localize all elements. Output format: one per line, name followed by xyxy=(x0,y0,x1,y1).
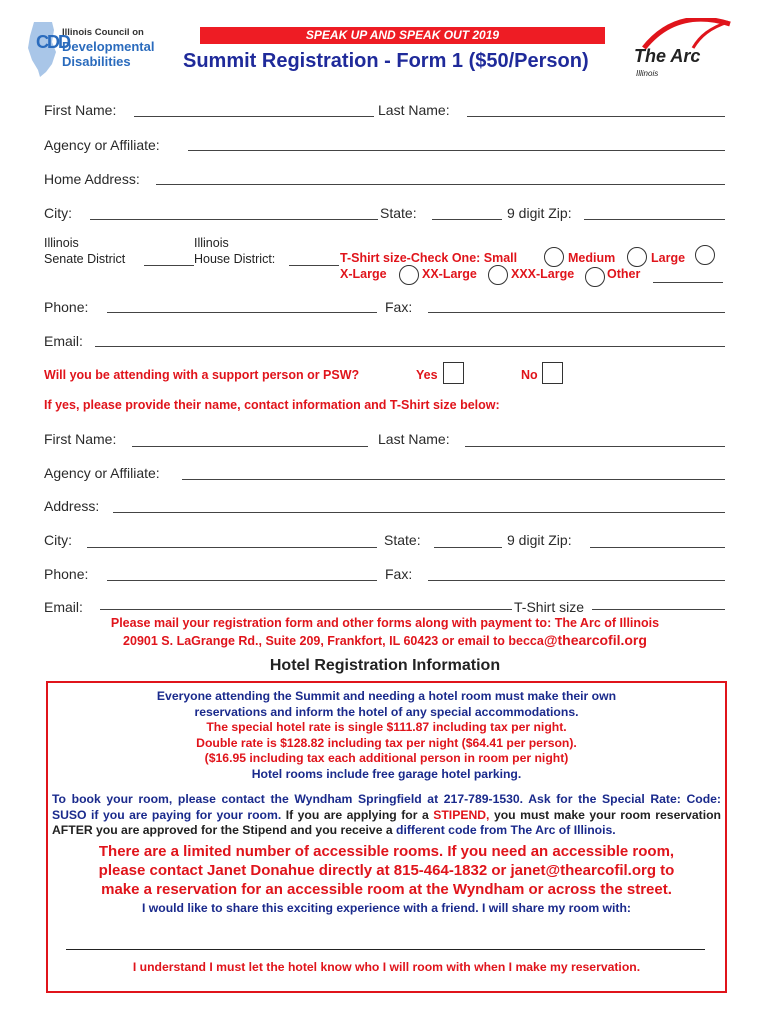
xxxlarge-label: XXX-Large xyxy=(511,267,575,281)
accessible-line1: There are a limited number of accessible rooms. If you need an accessible room, xyxy=(98,842,675,860)
hotel-p6: Hotel rooms include free garage hotel parking. xyxy=(251,766,522,781)
booking-paragraph xyxy=(52,792,721,839)
state-label: State: xyxy=(380,205,417,221)
logo-line3: Disabilities xyxy=(62,54,131,69)
xxlarge-radio[interactable] xyxy=(488,265,508,285)
house-district-label: House District: xyxy=(194,252,276,266)
support-fax-field[interactable] xyxy=(428,580,725,581)
support-agency-field[interactable] xyxy=(182,479,725,480)
support-question: Will you be attending with a support person or PSW? xyxy=(44,368,360,382)
state-field[interactable] xyxy=(432,219,502,220)
mail-address-text: 20901 S. LaGrange Rd., Suite 209, Frankfort, IL 60423 or email to becca xyxy=(123,634,544,648)
booking-text-b: If you are applying for a xyxy=(281,807,434,822)
no-label: No xyxy=(521,368,538,382)
support-first-name-field[interactable] xyxy=(132,446,368,447)
support-fax-label: Fax: xyxy=(385,566,413,582)
small-radio[interactable] xyxy=(544,247,564,267)
accessible-line3: make a reservation for an accessible room at the Wyndham or across the street. xyxy=(101,880,672,898)
illinois-label-2: Illinois xyxy=(194,236,229,250)
booking-text-code: different code xyxy=(396,823,477,837)
booking-text-f: from The Arc of Illinois. xyxy=(476,823,616,837)
support-first-name-label: First Name: xyxy=(44,431,117,447)
if-yes-instruction: If yes, please provide their name, contact information and T-Shirt size below: xyxy=(44,398,500,412)
logo-letters: CDD xyxy=(36,32,69,52)
support-tshirt-label: T-Shirt size xyxy=(514,599,585,615)
support-address-label: Address: xyxy=(44,498,100,514)
fax-label: Fax: xyxy=(385,299,413,315)
event-banner: SPEAK UP AND SPEAK OUT 2019 xyxy=(200,27,605,44)
city-label: City: xyxy=(44,205,72,221)
large-label: Large xyxy=(651,251,686,265)
house-district-field[interactable] xyxy=(289,265,339,266)
hotel-p5: ($16.95 including tax each additional person in room per night) xyxy=(204,751,569,765)
home-address-field[interactable] xyxy=(156,184,725,185)
large-radio[interactable] xyxy=(695,245,715,265)
booking-text-d: you must make your room reservation AFTER you are approved for the Stipend and you receive a xyxy=(52,807,721,837)
first-name-field[interactable] xyxy=(134,116,374,117)
city-field[interactable] xyxy=(90,219,378,220)
support-zip-label: 9 digit Zip: xyxy=(507,532,572,548)
agency-label: Agency or Affiliate: xyxy=(44,137,160,153)
mail-instruction-line1: Please mail your registration form and other forms along with payment to: The Arc of Illinois xyxy=(110,616,660,630)
arc-sub: Illinois xyxy=(636,69,659,78)
hotel-p3: The special hotel rate is single $111.87 including tax per night. xyxy=(206,720,567,734)
logo-line2: Developmental xyxy=(62,39,155,54)
booking-text-a: To book your room, please contact the Wyndham Springfield at 217-789-1530. Ask for the Special Rate: Code: SUSO if you are paying for your room. xyxy=(52,792,721,822)
yes-label: Yes xyxy=(416,368,438,382)
xxxlarge-radio[interactable] xyxy=(585,267,605,287)
booking-text-stipend: STIPEND, xyxy=(433,807,490,822)
last-name-field[interactable] xyxy=(467,116,725,117)
support-email-field[interactable] xyxy=(100,609,512,610)
zip-field[interactable] xyxy=(584,219,725,220)
support-phone-field[interactable] xyxy=(107,580,377,581)
mail-email-domain[interactable]: @thearcofil.org xyxy=(543,632,647,648)
xlarge-label: X-Large xyxy=(340,267,387,281)
hotel-heading: Hotel Registration Information xyxy=(269,657,501,674)
support-city-label: City: xyxy=(44,532,72,548)
zip-label: 9 digit Zip: xyxy=(507,205,572,221)
xlarge-radio[interactable] xyxy=(399,265,419,285)
support-zip-field[interactable] xyxy=(590,547,725,548)
support-state-field[interactable] xyxy=(434,547,502,548)
yes-checkbox[interactable] xyxy=(443,362,464,384)
support-tshirt-field[interactable] xyxy=(592,609,725,610)
understand-text: I understand I must let the hotel know who I will room with when I make my reservation. xyxy=(132,960,641,974)
hotel-p1: Everyone attending the Summit and needing a hotel room must make their own xyxy=(156,689,617,703)
phone-label: Phone: xyxy=(44,299,89,315)
no-checkbox[interactable] xyxy=(542,362,563,384)
illinois-label-1: Illinois xyxy=(44,236,79,250)
support-last-name-field[interactable] xyxy=(465,446,725,447)
phone-field[interactable] xyxy=(107,312,377,313)
email-label: Email: xyxy=(44,333,83,349)
other-field[interactable] xyxy=(653,282,723,283)
support-agency-label: Agency or Affiliate: xyxy=(44,465,160,481)
support-phone-label: Phone: xyxy=(44,566,89,582)
tshirt-label: T-Shirt size-Check One: Small xyxy=(340,251,518,265)
roommate-field[interactable] xyxy=(66,949,705,950)
logo-line1: Illinois Council on xyxy=(62,27,144,38)
fax-field[interactable] xyxy=(428,312,725,313)
last-name-label: Last Name: xyxy=(378,102,450,118)
support-state-label: State: xyxy=(384,532,421,548)
home-address-label: Home Address: xyxy=(44,171,140,187)
email-field[interactable] xyxy=(95,346,725,347)
support-email-label: Email: xyxy=(44,599,83,615)
medium-label: Medium xyxy=(568,251,616,265)
support-city-field[interactable] xyxy=(87,547,377,548)
the-arc-logo xyxy=(630,18,740,80)
support-address-field[interactable] xyxy=(113,512,725,513)
accessible-line2: please contact Janet Donahue directly at 815-464-1832 or janet@thearcofil.org to xyxy=(98,861,675,879)
xxlarge-label: XX-Large xyxy=(422,267,477,281)
arc-name: The Arc xyxy=(634,46,701,66)
agency-field[interactable] xyxy=(188,150,725,151)
hotel-p4: Double rate is $128.82 including tax per night ($64.41 per person). xyxy=(196,735,577,750)
hotel-info-box xyxy=(46,681,727,993)
senate-district-label: Senate District xyxy=(44,252,126,266)
medium-radio[interactable] xyxy=(627,247,647,267)
illinois-council-logo xyxy=(18,20,178,80)
mail-instruction-line2 xyxy=(40,632,730,648)
senate-district-field[interactable] xyxy=(144,265,194,266)
support-last-name-label: Last Name: xyxy=(378,431,450,447)
first-name-label: First Name: xyxy=(44,102,117,118)
share-room-text: I would like to share this exciting experience with a friend. I will share my room with: xyxy=(142,900,631,915)
hotel-p2: reservations and inform the hotel of any special accommodations. xyxy=(194,704,579,719)
page-title: Summit Registration - Form 1 ($50/Person) xyxy=(183,50,589,72)
other-label: Other xyxy=(607,267,641,281)
